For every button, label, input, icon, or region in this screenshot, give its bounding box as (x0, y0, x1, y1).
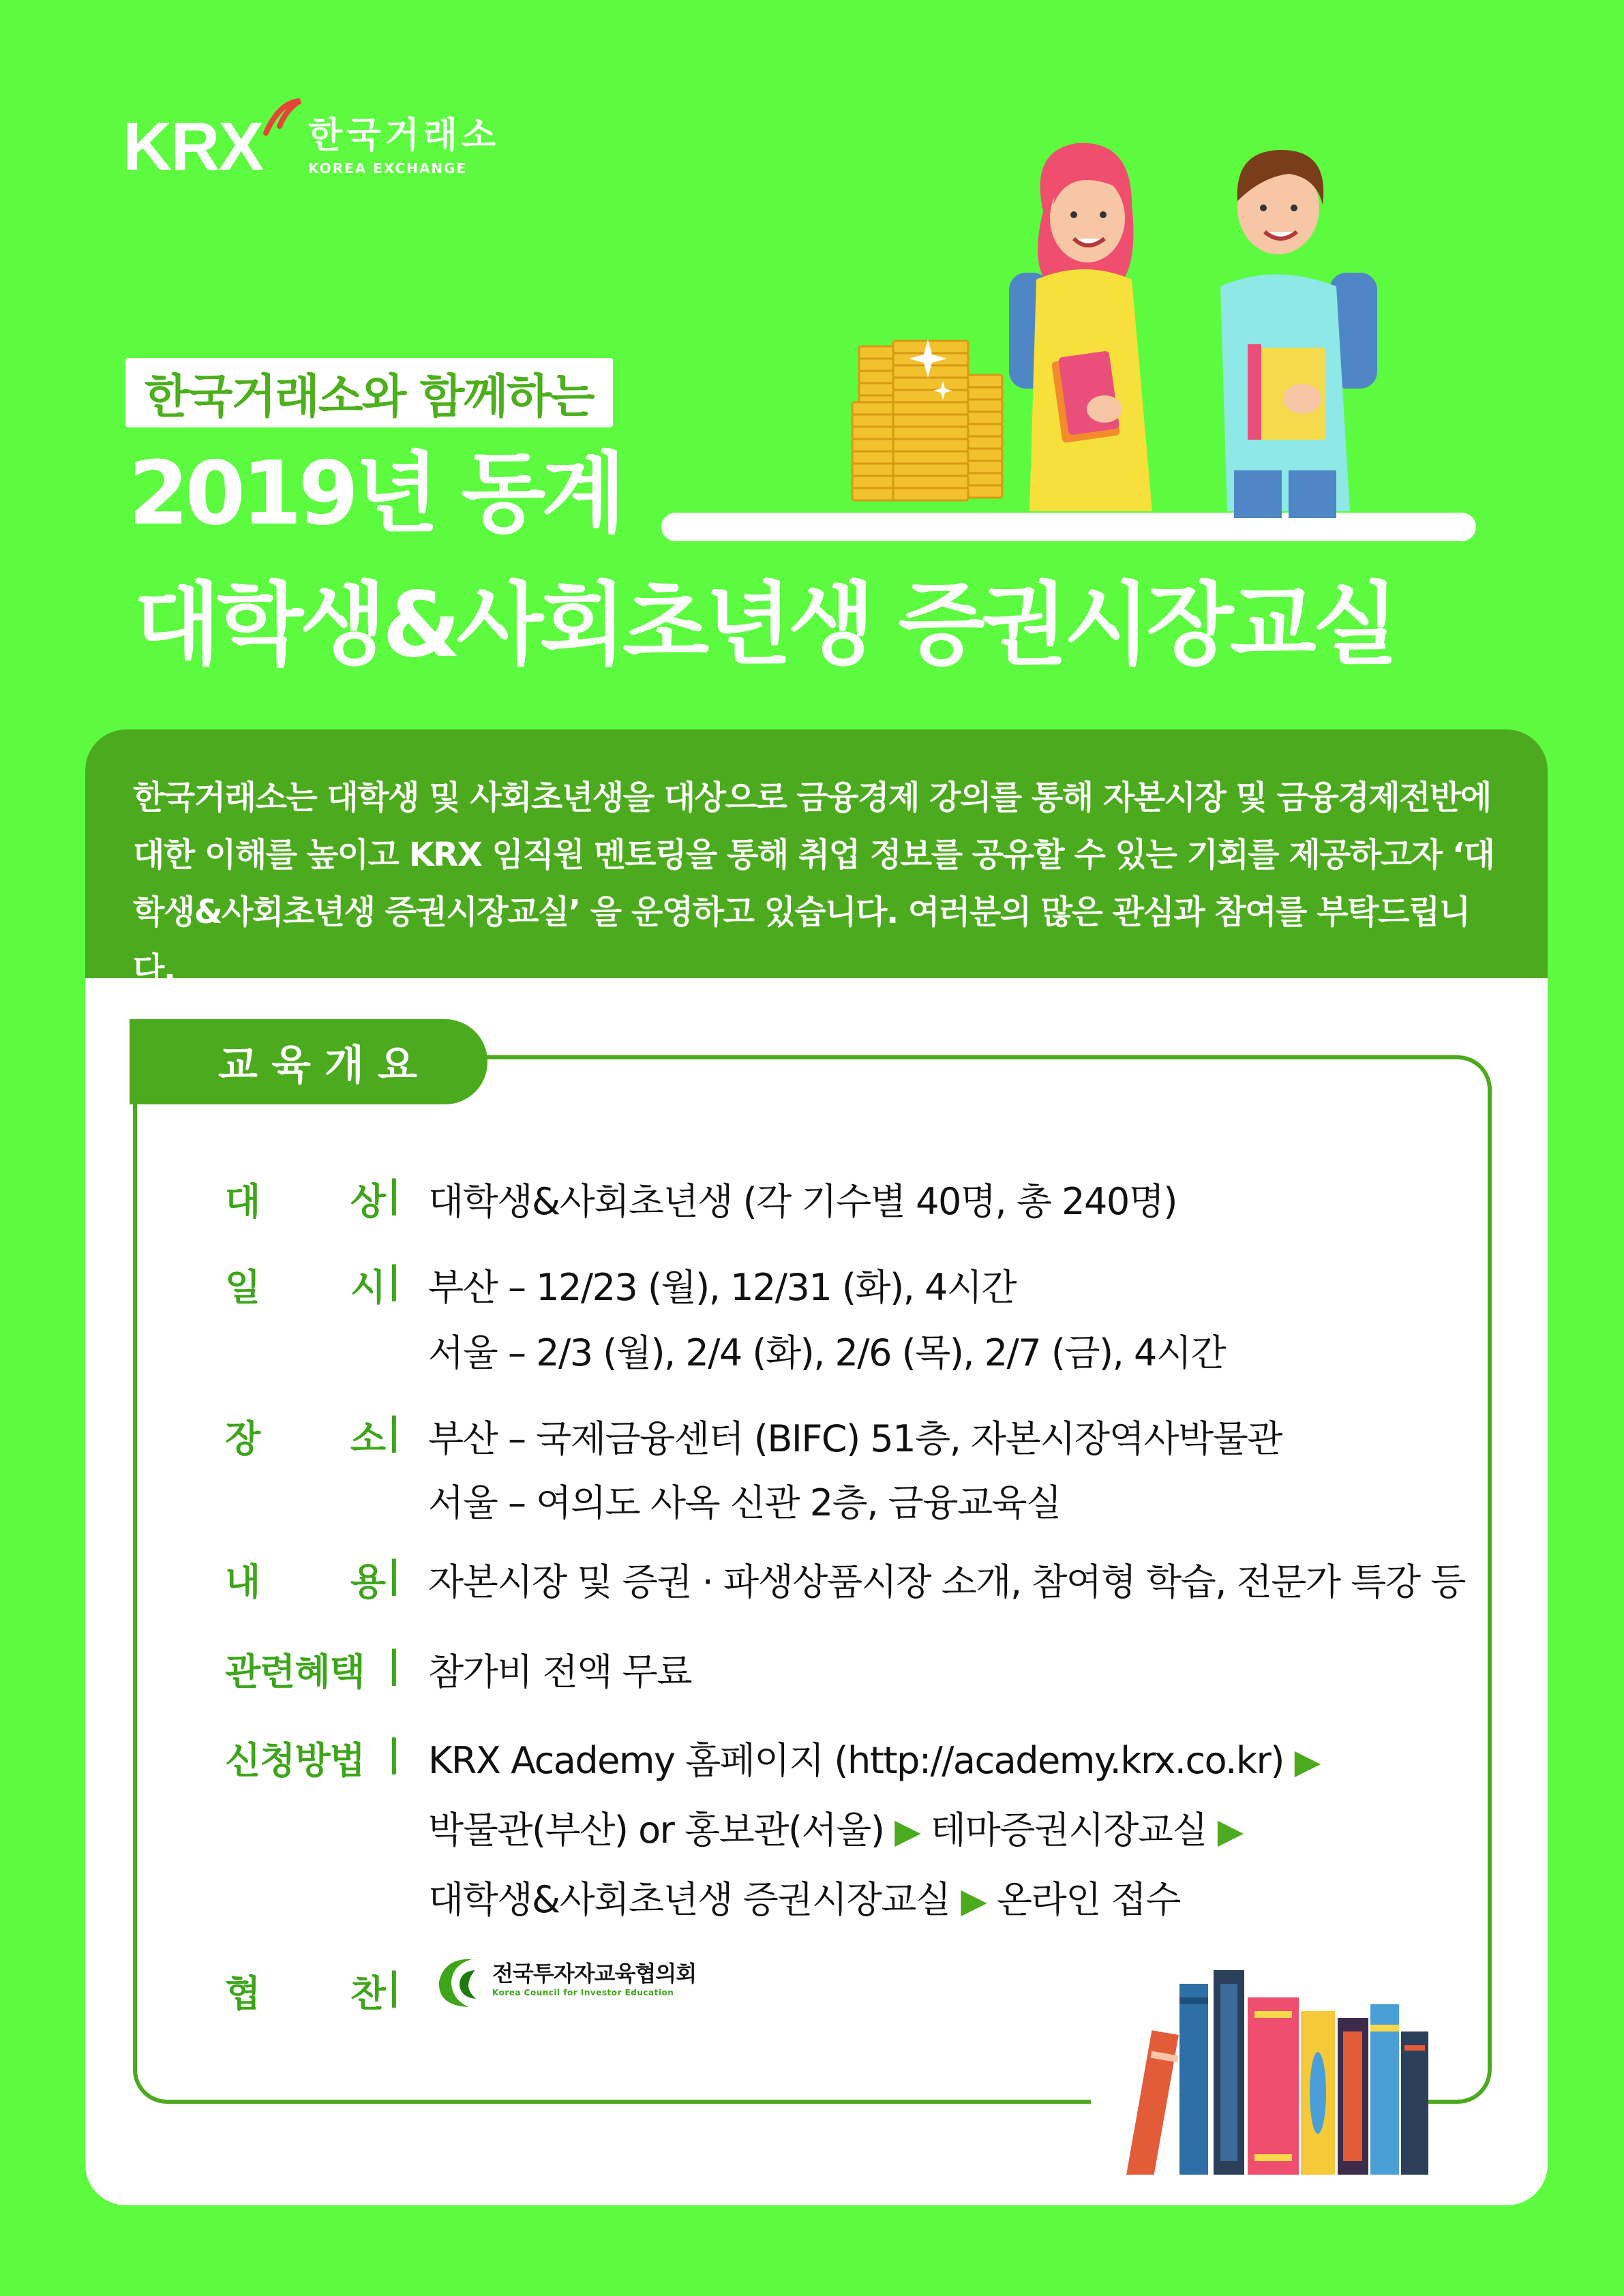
label-char: 내 (225, 1560, 260, 1603)
sponsor-name-en: Korea Council for Investor Education (492, 1988, 674, 1997)
arrow-right-icon: ▶ (1294, 1742, 1320, 1781)
female-student-figure (1009, 143, 1152, 511)
male-student-figure (1220, 150, 1377, 518)
intro-line: 한국거래소는 대학생 및 사회초년생을 대상으로 금융경제 강의를 통해 자본시장 및 금융경제전반에 (133, 779, 1491, 817)
row-sponsor-label (225, 1965, 385, 2017)
label-char: 찬 (350, 1972, 385, 2015)
label-char: 소 (350, 1417, 385, 1460)
label-char: 일 (225, 1266, 260, 1309)
row-content-label (225, 1553, 385, 1605)
row-schedule-label (225, 1258, 385, 1311)
apply-step: 대학생&사회초년생 증권시장교실 (428, 1878, 950, 1921)
row-venue-label (225, 1410, 385, 1462)
row-benefit-label: 관련혜택 (225, 1650, 365, 1693)
arrow-right-icon: ▶ (961, 1881, 987, 1920)
row-schedule-line-2: 서울 – 2/3 (월), 2/4 (화), 2/6 (목), 2/7 (금), 4시간 (428, 1331, 1226, 1374)
row-content-value: 자본시장 및 증권 · 파생상품시장 소개, 참여형 학습, 전문가 특강 등 (428, 1560, 1465, 1603)
intro-line: 학생&사회초년생 증권시장교실’ 을 운영하고 있습니다. 여러분의 많은 관심과 참여를 부탁드립니다. (133, 893, 1470, 988)
apply-step: 박물관(부산) or 홍보관(서울) (428, 1809, 884, 1852)
row-apply-line-2 (428, 1801, 1243, 1854)
separator: | (387, 1965, 401, 2008)
subtitle-box (125, 358, 613, 427)
label-char: 대 (225, 1180, 260, 1223)
coin-stack-icon (852, 339, 1002, 500)
intro-text (133, 769, 1510, 998)
intro-band (85, 729, 1548, 988)
sponsor-emblem-icon (431, 1951, 485, 2012)
books-icon (1118, 1970, 1445, 2175)
subtitle: 한국거래소와 함께하는 (145, 369, 594, 424)
title-line-1: 2019년 동계 (128, 443, 622, 545)
section-tab (130, 1019, 487, 1104)
row-apply-line-1 (428, 1732, 1320, 1784)
row-venue-line-1: 부산 – 국제금융센터 (BIFC) 51층, 자본시장역사박물관 (428, 1417, 1282, 1460)
label-char: 상 (350, 1180, 385, 1223)
label-char: 용 (350, 1560, 385, 1603)
apply-step: 온라인 접수 (996, 1878, 1180, 1921)
logo-brand: KRX (123, 108, 263, 185)
label-char: 장 (225, 1417, 260, 1460)
sponsor-name: 전국투자자교육협의회 (492, 1961, 697, 1987)
arrow-right-icon: ▶ (894, 1811, 920, 1851)
apply-step: 테마증권시장교실 (930, 1809, 1207, 1852)
sponsor-logo (431, 1951, 717, 2019)
row-benefit-value: 참가비 전액 무료 (428, 1650, 691, 1693)
row-target-label (225, 1173, 385, 1225)
separator: | (387, 1553, 401, 1596)
arrow-right-icon: ▶ (1217, 1811, 1243, 1851)
separator: | (387, 1258, 401, 1301)
separator: | (387, 1173, 401, 1215)
apply-step: KRX Academy 홈페이지 (http://academy.krx.co.kr) (428, 1739, 1284, 1782)
label-char: 협 (225, 1972, 260, 2015)
section-tab-label: 교육개요 (218, 1041, 431, 1089)
row-apply-line-3 (428, 1871, 1180, 1923)
students-coins-illustration (784, 130, 1432, 525)
separator: | (387, 1643, 401, 1686)
separator: | (387, 1410, 401, 1453)
row-schedule-line-1: 부산 – 12/23 (월), 12/31 (화), 4시간 (428, 1266, 1017, 1309)
label-char: 시 (350, 1266, 385, 1309)
separator: | (387, 1732, 401, 1774)
logo-name-ko: 한국거래소 (308, 115, 500, 156)
title-line-2: 대학생&사회초년생 증권시장교실 (134, 573, 1396, 678)
row-apply-label: 신청방법 (225, 1739, 365, 1782)
intro-line: 대한 이해를 높이고 KRX 임직원 멘토링을 통해 취업 정보를 공유할 수 있는 기회를 제공하고자 ‘대 (133, 836, 1494, 874)
logo-name-en: KOREA EXCHANGE (308, 160, 468, 177)
row-venue-line-2: 서울 – 여의도 사옥 신관 2층, 금융교육실 (428, 1481, 1061, 1524)
krx-logo (123, 108, 505, 185)
row-target-value: 대학생&사회초년생 (각 기수별 40명, 총 240명) (428, 1180, 1177, 1223)
logo-swoosh-icon (259, 95, 307, 143)
